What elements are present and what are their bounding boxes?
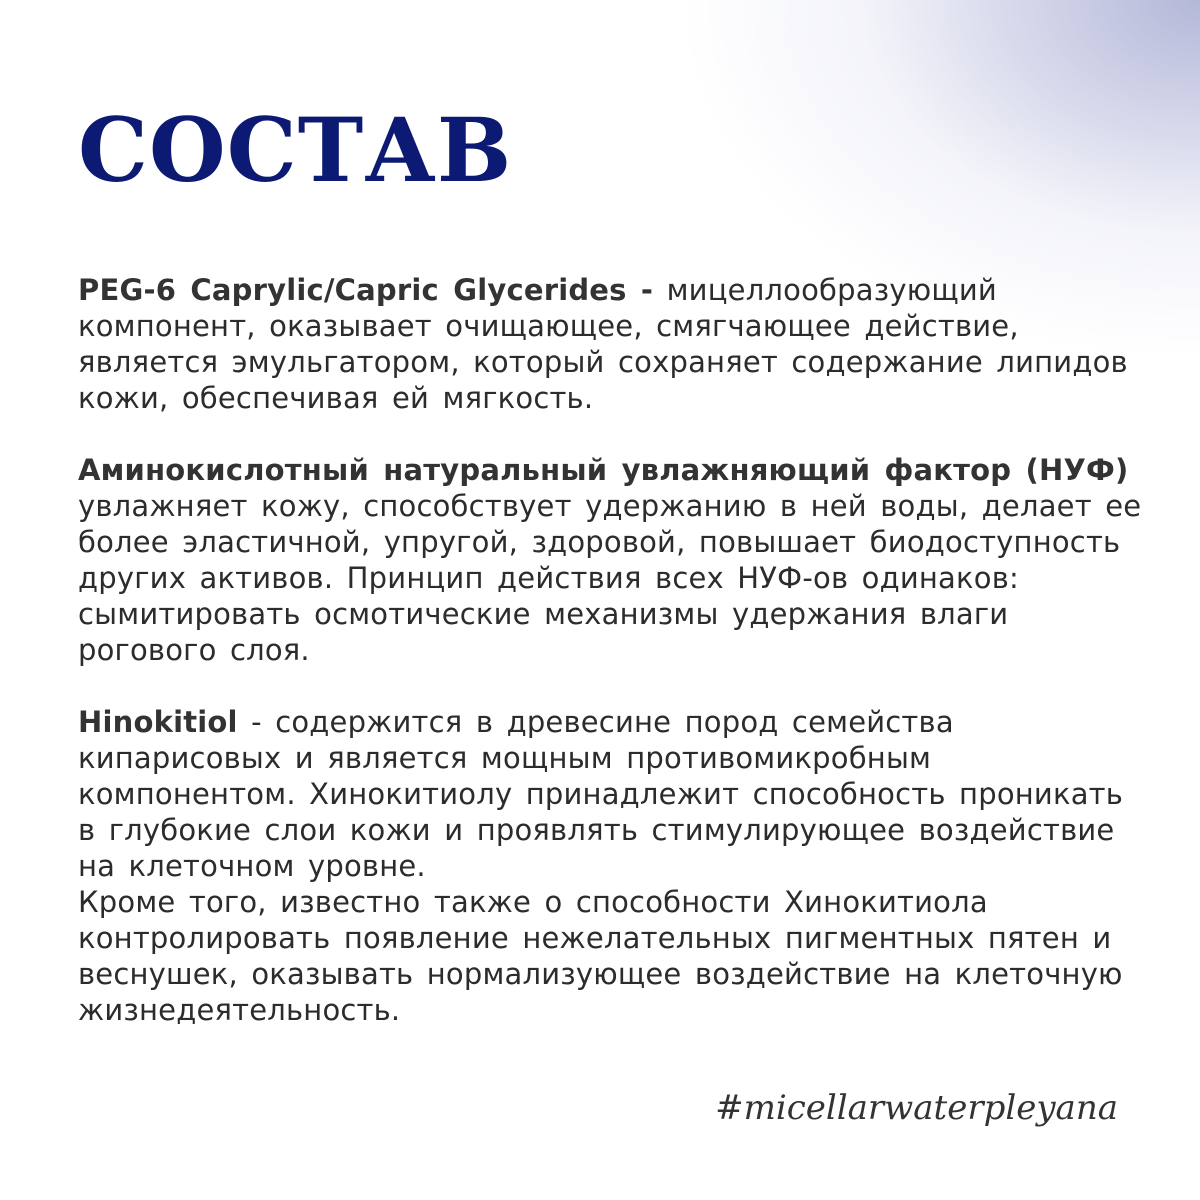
ingredient-term-nmf: Аминокислотный натуральный увлажняющий фактор (НУФ)	[78, 453, 1129, 487]
ingredient-text-peg6: мицеллообразующий компонент, оказывает очищающее, смягчающее действие, является эмульгатором, который сохраняет содержание липидов кожи, обеспечивая ей мягкость.	[78, 273, 1128, 415]
ingredient-term-hinokitiol: Hinokitiol	[78, 705, 238, 739]
ingredient-nmf	[78, 452, 1148, 668]
ingredient-text-nmf: увлажняет кожу, способствует удержанию в ней воды, делает ее более эластичной, упругой, здоровой, повышает биодоступность других активов. Принцип действия всех НУФ-ов одинаков: сымитировать осмотические механизмы удержания влаги рогового слоя.	[78, 489, 1142, 667]
ingredients-content	[78, 272, 1148, 1028]
ingredient-peg6	[78, 272, 1148, 416]
page-title: СОСТАВ	[78, 98, 513, 202]
ingredient-hinokitiol	[78, 704, 1148, 884]
ingredient-term-peg6: PEG-6 Caprylic/Capric Glycerides -	[78, 273, 654, 307]
ingredient-text-hinokitiol: - содержится в древесине пород семейства кипарисовых и является мощным противомикробным компонентом. Хинокитиолу принадлежит способность проникать в глубокие слои кожи и проявлять стимулирующее воздействие на клеточном уровне.	[78, 705, 1124, 883]
brand-hashtag: #micellarwaterpleyana	[715, 1088, 1118, 1128]
hinokitiol-extra-paragraph: Кроме того, известно также о способности Хинокитиола контролировать появление нежелательных пигментных пятен и веснушек, оказывать нормализующее воздействие на клеточную жизнедеятельность.	[78, 885, 1123, 1027]
